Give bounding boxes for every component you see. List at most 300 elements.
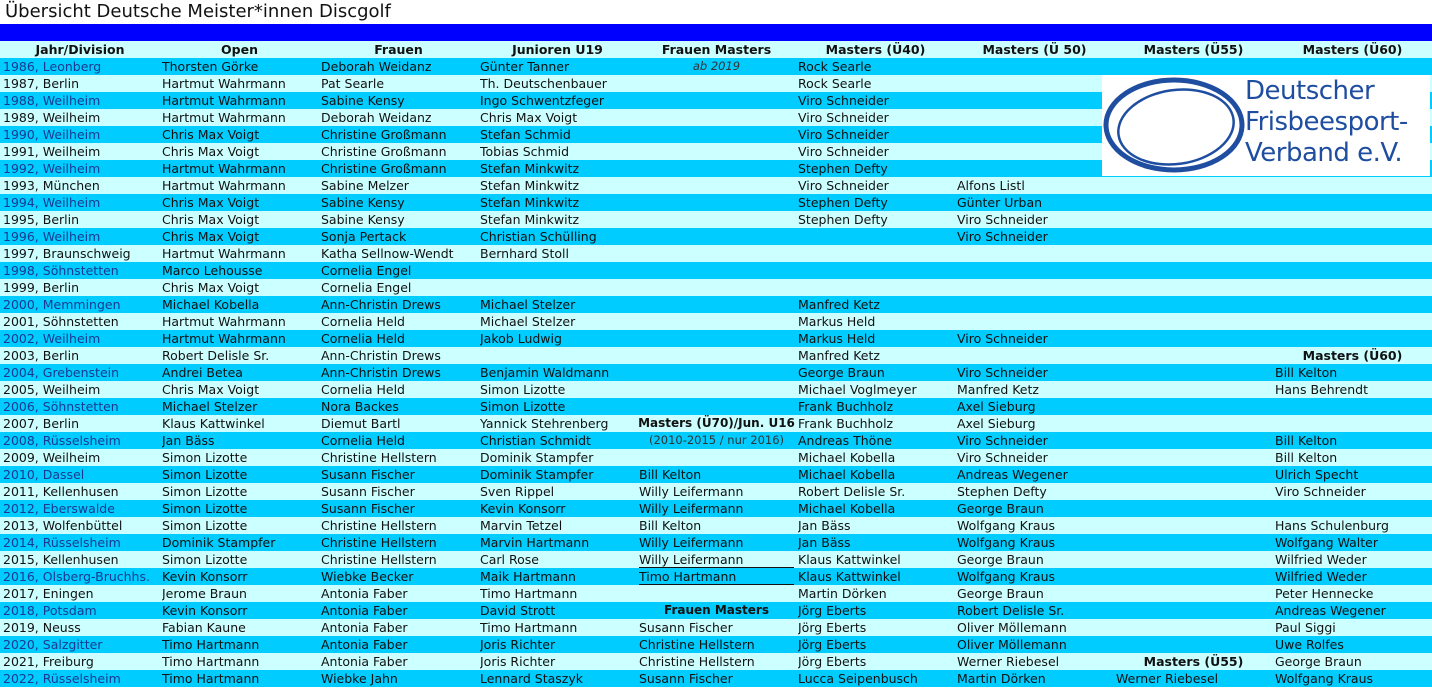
cell-masters-u55 — [1116, 517, 1271, 534]
cell-year-location: 1999, Berlin — [3, 280, 80, 295]
cell-frauen-masters — [639, 279, 794, 296]
cell-masters-u40: George Braun — [798, 365, 885, 380]
table-row — [0, 398, 1432, 415]
cell-masters-u50 — [957, 109, 1112, 126]
cell-masters-u40: Jan Bäss — [798, 535, 851, 550]
cell-frauen-masters — [639, 262, 794, 279]
cell-masters-u50 — [957, 75, 1112, 92]
cell-masters-u55 — [1116, 483, 1271, 500]
cell-masters-u60: Peter Hennecke — [1275, 586, 1374, 601]
cell-masters-u40: Rock Searle — [798, 76, 872, 91]
cell-masters-u50: Viro Schneider — [957, 229, 1048, 244]
cell-frauen-masters: Timo Hartmann — [639, 568, 794, 585]
cell-frauen: Christine Hellstern — [321, 535, 437, 550]
cell-masters-u60: Wolfgang Kraus — [1275, 671, 1374, 686]
cell-junioren-u19: Carl Rose — [480, 552, 539, 567]
table-row — [0, 551, 1432, 568]
table-row — [0, 585, 1432, 602]
cell-masters-u55 — [1116, 534, 1271, 551]
cell-masters-u60: Wolfgang Walter — [1275, 535, 1378, 550]
cell-masters-u55 — [1116, 313, 1271, 330]
cell-frauen-masters: Willy Leifermann — [639, 535, 744, 550]
cell-masters-u50: Oliver Möllemann — [957, 637, 1067, 652]
cell-junioren-u19 — [480, 262, 635, 279]
cell-masters-u40 — [798, 262, 953, 279]
header-junioren-u19: Junioren U19 — [512, 42, 603, 57]
table-row — [0, 330, 1432, 347]
cell-frauen: Ann-Christin Drews — [321, 365, 441, 380]
cell-frauen: Cornelia Held — [321, 382, 405, 397]
cell-masters-u50: George Braun — [957, 586, 1044, 601]
cell-frauen-masters — [639, 228, 794, 245]
cell-year-location: 2007, Berlin — [3, 416, 80, 431]
cell-frauen-masters: Susann Fischer — [639, 620, 733, 635]
cell-junioren-u19: Stefan Minkwitz — [480, 212, 580, 227]
cell-frauen: Antonia Faber — [321, 603, 408, 618]
cell-junioren-u19: Maik Hartmann — [480, 569, 576, 584]
cell-junioren-u19: Jakob Ludwig — [480, 331, 562, 346]
cell-open: Andrei Betea — [162, 365, 243, 380]
header-jahr-division: Jahr/Division — [35, 42, 125, 57]
cell-masters-u40: Viro Schneider — [798, 110, 889, 125]
cell-frauen: Sabine Kensy — [321, 212, 405, 227]
logo-line-3: Verband e.V. — [1245, 138, 1403, 168]
table-row — [0, 415, 1432, 432]
table-row — [0, 432, 1432, 449]
header-masters-u50: Masters (Ü 50) — [982, 42, 1087, 57]
cell-frauen-masters — [639, 194, 794, 211]
cell-year-location: 2009, Weilheim — [3, 450, 101, 465]
cell-masters-u40: Lucca Seipenbusch — [798, 671, 918, 686]
cell-year-location: 1989, Weilheim — [3, 110, 101, 125]
cell-masters-u40: Klaus Kattwinkel — [798, 552, 901, 567]
cell-frauen: Sonja Pertack — [321, 229, 407, 244]
cell-frauen: Susann Fischer — [321, 467, 415, 482]
cell-year-location: 1988, Weilheim — [3, 93, 101, 108]
cell-frauen: Christine Großmann — [321, 161, 447, 176]
cell-masters-u55 — [1116, 262, 1271, 279]
note-range-2010-2015: (2010-2015 / nur 2016) — [648, 433, 785, 447]
cell-frauen-masters: Christine Hellstern — [639, 637, 755, 652]
cell-masters-u50: Axel Sieburg — [957, 399, 1036, 414]
cell-frauen-masters: Bill Kelton — [639, 518, 702, 533]
cell-masters-u40: Viro Schneider — [798, 127, 889, 142]
cell-open: Klaus Kattwinkel — [162, 416, 265, 431]
cell-open: Kevin Konsorr — [162, 603, 248, 618]
cell-open: Simon Lizotte — [162, 552, 248, 567]
cell-frauen: Christine Hellstern — [321, 518, 437, 533]
header-masters-u40: Masters (Ü40) — [825, 42, 926, 57]
cell-masters-u55 — [1116, 245, 1271, 262]
cell-open: Thorsten Görke — [162, 59, 259, 74]
cell-masters-u55: Werner Riebesel — [1116, 671, 1219, 686]
cell-masters-u40: Klaus Kattwinkel — [798, 569, 901, 584]
cell-frauen: Cornelia Held — [321, 433, 405, 448]
cell-masters-u55 — [1116, 381, 1271, 398]
cell-masters-u40: Viro Schneider — [798, 144, 889, 159]
cell-year-location: 2000, Memmingen — [3, 297, 121, 312]
table-row — [0, 364, 1432, 381]
cell-frauen-masters — [639, 109, 794, 126]
cell-year-location: 2012, Eberswalde — [3, 501, 115, 516]
cell-masters-u55 — [1116, 432, 1271, 449]
cell-year-location: 1998, Söhnstetten — [3, 263, 119, 278]
cell-masters-u60 — [1275, 245, 1430, 262]
cell-year-location: 2002, Weilheim — [3, 331, 101, 346]
cell-open: Hartmut Wahrmann — [162, 178, 286, 193]
cell-masters-u60: Ulrich Specht — [1275, 467, 1359, 482]
table-row — [0, 228, 1432, 245]
cell-masters-u50: Wolfgang Kraus — [957, 569, 1056, 584]
note-frauen-masters: Frauen Masters — [664, 603, 769, 617]
table-row — [0, 534, 1432, 551]
cell-year-location: 2016, Olsberg-Bruchhs. — [3, 569, 150, 584]
cell-masters-u50 — [957, 92, 1112, 109]
cell-masters-u40 — [798, 228, 953, 245]
cell-masters-u50: Viro Schneider — [957, 450, 1048, 465]
cell-open: Kevin Konsorr — [162, 569, 248, 584]
cell-frauen-masters — [639, 143, 794, 160]
cell-masters-u40: Markus Held — [798, 314, 876, 329]
cell-masters-u60 — [1275, 58, 1430, 75]
cell-junioren-u19: Kevin Konsorr — [480, 501, 566, 516]
table-row — [0, 619, 1432, 636]
cell-masters-u40: Viro Schneider — [798, 93, 889, 108]
cell-year-location: 2021, Freiburg — [3, 654, 94, 669]
cell-masters-u60 — [1275, 415, 1430, 432]
cell-frauen: Christine Hellstern — [321, 552, 437, 567]
cell-year-location: 2015, Kellenhusen — [3, 552, 119, 567]
cell-junioren-u19: Joris Richter — [480, 637, 556, 652]
cell-masters-u40: Michael Kobella — [798, 450, 896, 465]
page-title: Übersicht Deutsche Meister*innen Discgolf — [0, 0, 1432, 24]
table-row — [0, 347, 1432, 364]
cell-frauen-masters — [639, 75, 794, 92]
cell-frauen: Antonia Faber — [321, 637, 408, 652]
cell-year-location: 2008, Rüsselsheim — [3, 433, 121, 448]
header-masters-u55: Masters (Ü55) — [1143, 42, 1244, 57]
cell-frauen: Christine Großmann — [321, 127, 447, 142]
cell-year-location: 2018, Potsdam — [3, 603, 97, 618]
cell-junioren-u19: Chris Max Voigt — [480, 110, 578, 125]
cell-open: Michael Stelzer — [162, 399, 258, 414]
cell-year-location: 2006, Söhnstetten — [3, 399, 119, 414]
cell-masters-u50: Werner Riebesel — [957, 654, 1060, 669]
cell-masters-u40: Jan Bäss — [798, 518, 851, 533]
table-row — [0, 449, 1432, 466]
cell-masters-u55 — [1116, 449, 1271, 466]
cell-year-location: 2003, Berlin — [3, 348, 80, 363]
cell-open: Hartmut Wahrmann — [162, 110, 286, 125]
cell-year-location: 2022, Rüsselsheim — [3, 671, 121, 686]
cell-junioren-u19: Th. Deutschenbauer — [480, 76, 607, 91]
cell-frauen: Ann-Christin Drews — [321, 297, 441, 312]
header-frauen: Frauen — [374, 42, 423, 57]
cell-masters-u50 — [957, 58, 1112, 75]
cell-junioren-u19: Bernhard Stoll — [480, 246, 569, 261]
title-band — [0, 24, 1432, 41]
cell-open: Jan Bäss — [162, 433, 215, 448]
cell-masters-u40: Michael Voglmeyer — [798, 382, 917, 397]
cell-masters-u60: Wilfried Weder — [1275, 569, 1367, 584]
cell-junioren-u19: Timo Hartmann — [480, 620, 578, 635]
cell-year-location: 2010, Dassel — [3, 467, 85, 482]
cell-frauen-masters — [639, 449, 794, 466]
table-header-row — [0, 41, 1432, 58]
cell-year-location: 2004, Grebenstein — [3, 365, 120, 380]
cell-open: Hartmut Wahrmann — [162, 331, 286, 346]
cell-year-location: 1986, Leonberg — [3, 59, 102, 74]
cell-junioren-u19: Stefan Schmid — [480, 127, 571, 142]
cell-frauen-masters: Susann Fischer — [639, 671, 733, 686]
cell-frauen: Diemut Bartl — [321, 416, 401, 431]
cell-open: Simon Lizotte — [162, 484, 248, 499]
cell-masters-u55 — [1116, 500, 1271, 517]
cell-masters-u40: Rock Searle — [798, 59, 872, 74]
cell-masters-u55 — [1116, 279, 1271, 296]
note-masters-u60: Masters (Ü60) — [1302, 348, 1403, 363]
cell-masters-u40: Frank Buchholz — [798, 399, 894, 414]
cell-masters-u50: Viro Schneider — [957, 365, 1048, 380]
cell-masters-u60 — [1275, 177, 1430, 194]
cell-masters-u50 — [957, 313, 1112, 330]
cell-junioren-u19: Simon Lizotte — [480, 382, 566, 397]
cell-junioren-u19: Ingo Schwentzfeger — [480, 93, 605, 108]
cell-masters-u50: Wolfgang Kraus — [957, 518, 1056, 533]
cell-frauen: Cornelia Engel — [321, 280, 412, 295]
table-row — [0, 177, 1432, 194]
cell-masters-u55 — [1116, 58, 1271, 75]
cell-masters-u50: Martin Dörken — [957, 671, 1046, 686]
cell-masters-u60 — [1275, 330, 1430, 347]
cell-open: Hartmut Wahrmann — [162, 314, 286, 329]
cell-masters-u60 — [1275, 211, 1430, 228]
cell-masters-u40: Robert Delisle Sr. — [798, 484, 906, 499]
cell-masters-u55 — [1116, 330, 1271, 347]
note-ab-2019: ab 2019 — [692, 59, 741, 73]
cell-year-location: 2005, Weilheim — [3, 382, 101, 397]
table-row — [0, 194, 1432, 211]
cell-open: Timo Hartmann — [162, 654, 260, 669]
cell-masters-u55 — [1116, 177, 1271, 194]
cell-junioren-u19: Lennard Staszyk — [480, 671, 583, 686]
cell-open: Chris Max Voigt — [162, 195, 260, 210]
cell-junioren-u19: Marvin Hartmann — [480, 535, 590, 550]
cell-masters-u40: Jörg Eberts — [798, 603, 867, 618]
cell-frauen: Wiebke Jahn — [321, 671, 398, 686]
cell-masters-u60 — [1275, 262, 1430, 279]
cell-masters-u40 — [798, 245, 953, 262]
cell-masters-u40: Andreas Thöne — [798, 433, 892, 448]
table-row — [0, 466, 1432, 483]
cell-junioren-u19: Dominik Stampfer — [480, 467, 594, 482]
cell-frauen-masters — [639, 160, 794, 177]
cell-masters-u60: Bill Kelton — [1275, 433, 1338, 448]
cell-junioren-u19 — [480, 279, 635, 296]
cell-year-location: 1997, Braunschweig — [3, 246, 131, 261]
cell-frauen: Sabine Kensy — [321, 195, 405, 210]
dfv-logo — [1102, 75, 1430, 176]
cell-masters-u55 — [1116, 636, 1271, 653]
table-row — [0, 636, 1432, 653]
cell-frauen: Cornelia Engel — [321, 263, 412, 278]
cell-open: Chris Max Voigt — [162, 127, 260, 142]
cell-masters-u50 — [957, 262, 1112, 279]
cell-masters-u60 — [1275, 194, 1430, 211]
cell-year-location: 1995, Berlin — [3, 212, 80, 227]
cell-frauen: Cornelia Held — [321, 314, 405, 329]
cell-masters-u55 — [1116, 585, 1271, 602]
cell-masters-u60: Hans Schulenburg — [1275, 518, 1389, 533]
cell-frauen: Antonia Faber — [321, 620, 408, 635]
cell-frauen: Wiebke Becker — [321, 569, 414, 584]
cell-masters-u60 — [1275, 313, 1430, 330]
cell-junioren-u19: Benjamin Waldmann — [480, 365, 610, 380]
cell-masters-u50: George Braun — [957, 552, 1044, 567]
cell-junioren-u19: Simon Lizotte — [480, 399, 566, 414]
cell-masters-u50: Andreas Wegener — [957, 467, 1068, 482]
cell-frauen-masters — [639, 330, 794, 347]
cell-masters-u55 — [1116, 211, 1271, 228]
cell-frauen-masters — [639, 313, 794, 330]
cell-masters-u50: Viro Schneider — [957, 433, 1048, 448]
cell-frauen-masters — [639, 296, 794, 313]
cell-frauen: Susann Fischer — [321, 484, 415, 499]
cell-masters-u60: Andreas Wegener — [1275, 603, 1386, 618]
cell-masters-u60: Paul Siggi — [1275, 620, 1336, 635]
cell-open: Simon Lizotte — [162, 467, 248, 482]
cell-frauen: Cornelia Held — [321, 331, 405, 346]
cell-junioren-u19: Christian Schmidt — [480, 433, 591, 448]
table-row — [0, 58, 1432, 75]
cell-frauen: Sabine Kensy — [321, 93, 405, 108]
logo-ring-icon — [1102, 75, 1247, 176]
cell-year-location: 2020, Salzgitter — [3, 637, 103, 652]
cell-masters-u40: Frank Buchholz — [798, 416, 894, 431]
cell-open: Chris Max Voigt — [162, 229, 260, 244]
cell-frauen: Ann-Christin Drews — [321, 348, 441, 363]
cell-masters-u60: Viro Schneider — [1275, 484, 1366, 499]
cell-masters-u60 — [1275, 279, 1430, 296]
cell-masters-u40: Manfred Ketz — [798, 297, 880, 312]
cell-masters-u50: Axel Sieburg — [957, 416, 1036, 431]
cell-year-location: 1996, Weilheim — [3, 229, 101, 244]
cell-frauen-masters: Willy Leifermann — [639, 501, 744, 516]
cell-masters-u40: Manfred Ketz — [798, 348, 880, 363]
cell-masters-u55 — [1116, 602, 1271, 619]
cell-masters-u40: Michael Kobella — [798, 467, 896, 482]
table-row — [0, 602, 1432, 619]
table-row — [0, 500, 1432, 517]
cell-masters-u60: Bill Kelton — [1275, 450, 1338, 465]
cell-masters-u50: Robert Delisle Sr. — [957, 603, 1065, 618]
cell-masters-u55 — [1116, 466, 1271, 483]
cell-masters-u50: Alfons Listl — [957, 178, 1025, 193]
cell-masters-u55 — [1116, 296, 1271, 313]
cell-open: Simon Lizotte — [162, 450, 248, 465]
table-row — [0, 517, 1432, 534]
cell-junioren-u19: Yannick Stehrenberg — [480, 416, 609, 431]
cell-open: Dominik Stampfer — [162, 535, 276, 550]
cell-masters-u40: Viro Schneider — [798, 178, 889, 193]
note-masters-u70-jun-u16: Masters (Ü70)/Jun. U16 — [638, 416, 795, 430]
cell-junioren-u19: Günter Tanner — [480, 59, 570, 74]
cell-year-location: 2019, Neuss — [3, 620, 81, 635]
cell-junioren-u19: Tobias Schmid — [480, 144, 570, 159]
header-masters-u60: Masters (Ü60) — [1302, 42, 1403, 57]
cell-masters-u40: Jörg Eberts — [798, 654, 867, 669]
cell-masters-u55 — [1116, 619, 1271, 636]
cell-masters-u60: George Braun — [1275, 654, 1362, 669]
cell-frauen: Susann Fischer — [321, 501, 415, 516]
cell-open: Timo Hartmann — [162, 671, 260, 686]
cell-frauen-masters — [639, 381, 794, 398]
cell-frauen-masters: Willy Leifermann — [639, 551, 794, 568]
cell-masters-u60: Wilfried Weder — [1275, 552, 1367, 567]
cell-masters-u60: Bill Kelton — [1275, 365, 1338, 380]
cell-open: Hartmut Wahrmann — [162, 93, 286, 108]
cell-masters-u55 — [1116, 228, 1271, 245]
cell-year-location: 2001, Söhnstetten — [3, 314, 119, 329]
cell-year-location: 1993, München — [3, 178, 100, 193]
cell-masters-u50: Manfred Ketz — [957, 382, 1039, 397]
cell-masters-u55 — [1116, 568, 1271, 585]
logo-wordmark — [1245, 76, 1432, 169]
cell-open: Timo Hartmann — [162, 637, 260, 652]
cell-masters-u40: Jörg Eberts — [798, 637, 867, 652]
cell-masters-u60 — [1275, 296, 1430, 313]
cell-year-location: 1990, Weilheim — [3, 127, 101, 142]
cell-frauen: Antonia Faber — [321, 586, 408, 601]
cell-masters-u50: Viro Schneider — [957, 212, 1048, 227]
cell-junioren-u19: Sven Rippel — [480, 484, 555, 499]
cell-year-location: 1994, Weilheim — [3, 195, 101, 210]
cell-frauen: Deborah Weidanz — [321, 110, 432, 125]
cell-masters-u50: Oliver Möllemann — [957, 620, 1067, 635]
cell-masters-u55 — [1116, 364, 1271, 381]
cell-frauen: Pat Searle — [321, 76, 385, 91]
cell-masters-u55 — [1116, 398, 1271, 415]
cell-frauen-masters — [639, 126, 794, 143]
cell-frauen: Antonia Faber — [321, 654, 408, 669]
cell-open: Jerome Braun — [162, 586, 247, 601]
table-row — [0, 245, 1432, 262]
cell-open: Chris Max Voigt — [162, 382, 260, 397]
cell-open: Robert Delisle Sr. — [162, 348, 270, 363]
cell-frauen-masters: Bill Kelton — [639, 467, 702, 482]
header-open: Open — [221, 42, 258, 57]
cell-year-location: 2014, Rüsselsheim — [3, 535, 121, 550]
cell-junioren-u19 — [480, 347, 635, 364]
cell-frauen-masters: Christine Hellstern — [639, 654, 755, 669]
cell-open: Marco Lehousse — [162, 263, 263, 278]
cell-junioren-u19: Dominik Stampfer — [480, 450, 594, 465]
cell-masters-u50 — [957, 126, 1112, 143]
cell-open: Michael Kobella — [162, 297, 260, 312]
cell-masters-u40: Stephen Defty — [798, 212, 888, 227]
cell-frauen-masters — [639, 347, 794, 364]
cell-frauen-masters — [639, 585, 794, 602]
table-row — [0, 313, 1432, 330]
header-frauen-masters: Frauen Masters — [661, 42, 772, 57]
cell-frauen: Sabine Melzer — [321, 178, 409, 193]
cell-junioren-u19: Stefan Minkwitz — [480, 161, 580, 176]
note-masters-u55: Masters (Ü55) — [1143, 654, 1244, 669]
table-row — [0, 381, 1432, 398]
cell-masters-u40: Markus Held — [798, 331, 876, 346]
cell-masters-u55 — [1116, 551, 1271, 568]
cell-frauen-masters — [639, 245, 794, 262]
